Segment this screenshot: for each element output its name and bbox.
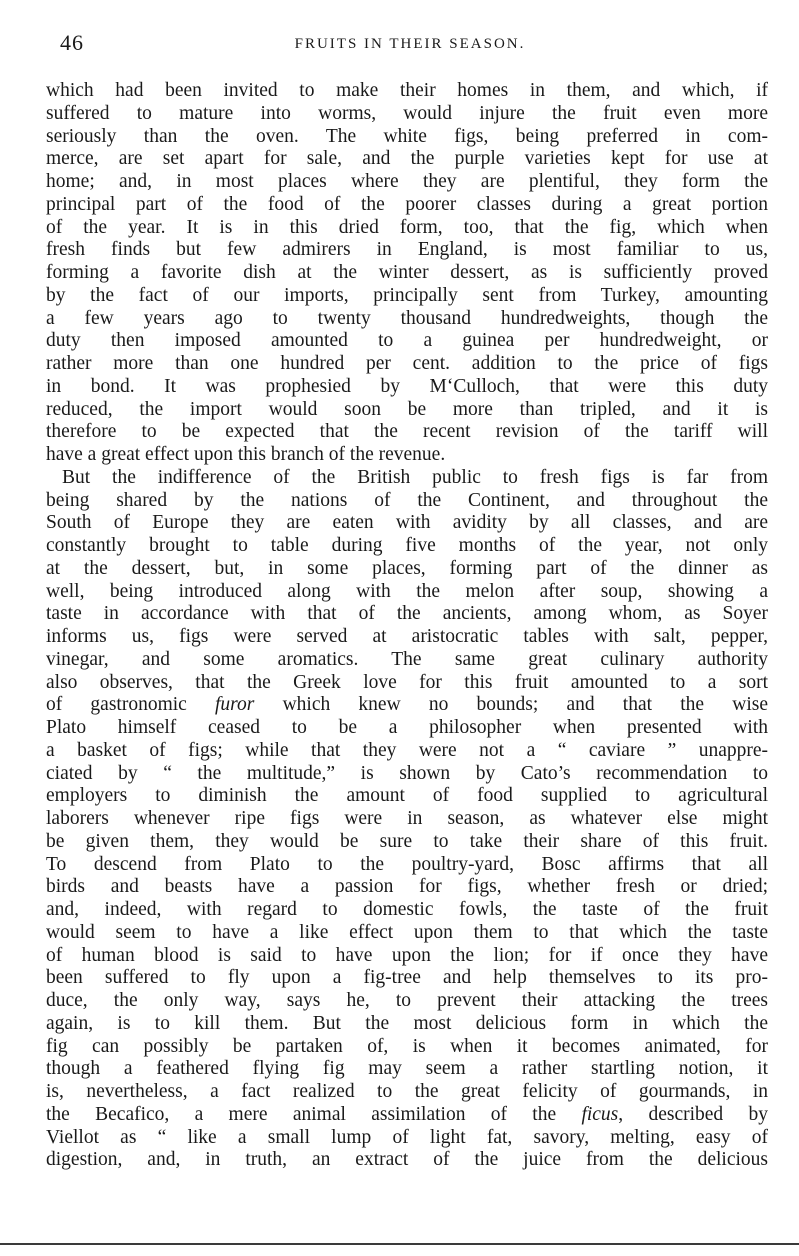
- bottom-rule: [0, 1243, 799, 1245]
- text-line: merce, are set apart for sale, and the purple varieties kept for use at: [46, 148, 768, 170]
- text-line: been suffered to fly upon a fig-tree and help themselves to its pro-: [46, 967, 768, 989]
- text-line: in bond. It was prophesied by M‘Culloch, that were this duty: [46, 375, 768, 397]
- text-line: the Becafico, a mere animal assimilation of the ficus, described by: [46, 1103, 768, 1125]
- text-line: also observes, that the Greek love for this fruit amounted to a sort: [46, 671, 768, 693]
- text-line: forming a favorite dish at the winter dessert, as is sufficiently proved: [46, 262, 768, 283]
- text-line: though a feathered flying fig may seem a rather startling notion, it: [46, 1058, 768, 1080]
- text-line: of the year. It is in this dried form, too, that the fig, which when: [46, 216, 768, 238]
- paragraph-figs-indifference: [46, 467, 768, 1172]
- text-line: of gastronomic furor which knew no bounds; and that the wise: [46, 694, 768, 716]
- text-line: fig can possibly be partaken of, is when it becomes animated, for: [46, 1035, 768, 1057]
- paragraph-continuation: [46, 80, 768, 467]
- text-line: would seem to have a like effect upon them to that which the taste: [46, 921, 768, 943]
- text-line: home; and, in most places where they are plentiful, they form the: [46, 171, 768, 192]
- running-title: FRUITS IN THEIR SEASON.: [294, 36, 526, 52]
- text-line: duty then imposed amounted to a guinea per hundredweight, or: [46, 330, 768, 352]
- text-line: laborers whenever ripe figs were in season, as whatever else might: [46, 808, 768, 829]
- text-line: which had been invited to make their homes in them, and which, if: [46, 80, 768, 101]
- text-line: Plato himself ceased to be a philosopher when presented with: [46, 717, 768, 738]
- text-line: taste in accordance with that of the ancients, among whom, as Soyer: [46, 603, 768, 625]
- text-line: suffered to mature into worms, would injure the fruit even more: [46, 102, 768, 124]
- text-line: birds and beasts have a passion for figs, whether fresh or dried;: [46, 876, 768, 898]
- text-line: a basket of figs; while that they were not a “ caviare ” unappre-: [46, 739, 768, 761]
- text-line: ciated by “ the multitude,” is shown by Cato’s recommendation to: [46, 762, 768, 784]
- text-line: a few years ago to twenty thousand hundredweights, though the: [46, 307, 768, 329]
- text-line: being shared by the nations of the Continent, and throughout the: [46, 489, 768, 511]
- text-line: duce, the only way, says he, to prevent their attacking the trees: [46, 990, 768, 1011]
- text-line: be given them, they would be sure to take their share of this fruit.: [46, 830, 768, 852]
- text-line: by the fact of our imports, principally sent from Turkey, amounting: [46, 284, 768, 306]
- text-line: digestion, and, in truth, an extract of the juice from the delicious: [46, 1149, 768, 1171]
- text-line: principal part of the food of the poorer classes during a great portion: [46, 193, 768, 215]
- text-line: have a great effect upon this branch of the revenue.: [46, 444, 446, 465]
- text-line: vinegar, and some aromatics. The same great culinary authority: [46, 648, 768, 670]
- text-line: therefore to be expected that the recent revision of the tariff will: [46, 421, 768, 443]
- text-line: seriously than the oven. The white figs, being preferred in com-: [46, 125, 768, 147]
- body-text: [46, 80, 768, 1172]
- text-line: To descend from Plato to the poultry-yard, Bosc affirms that all: [46, 853, 768, 875]
- text-line: and, indeed, with regard to domestic fowls, the taste of the fruit: [46, 899, 768, 920]
- text-line: of human blood is said to have upon the lion; for if once they have: [46, 944, 768, 966]
- page-header: [60, 30, 760, 60]
- text-line: But the indifference of the British public to fresh figs is far from: [62, 466, 768, 488]
- text-line: reduced, the import would soon be more than tripled, and it is: [46, 398, 768, 420]
- page-number: 46: [60, 30, 84, 55]
- text-line: rather more than one hundred per cent. addition to the price of figs: [46, 353, 768, 374]
- text-line: Viellot as “ like a small lump of light fat, savory, melting, easy of: [46, 1126, 768, 1148]
- text-line: fresh finds but few admirers in England, is most familiar to us,: [46, 239, 768, 261]
- text-line: again, is to kill them. But the most delicious form in which the: [46, 1012, 768, 1034]
- text-line: constantly brought to table during five months of the year, not only: [46, 535, 768, 556]
- text-line: South of Europe they are eaten with avidity by all classes, and are: [46, 512, 768, 534]
- text-line: well, being introduced along with the melon after soup, showing a: [46, 580, 768, 602]
- text-line: employers to diminish the amount of food supplied to agricultural: [46, 785, 768, 807]
- text-line: informs us, figs were served at aristocratic tables with salt, pepper,: [46, 626, 768, 647]
- text-line: at the dessert, but, in some places, forming part of the dinner as: [46, 557, 768, 579]
- text-line: is, nevertheless, a fact realized to the great felicity of gourmands, in: [46, 1081, 768, 1102]
